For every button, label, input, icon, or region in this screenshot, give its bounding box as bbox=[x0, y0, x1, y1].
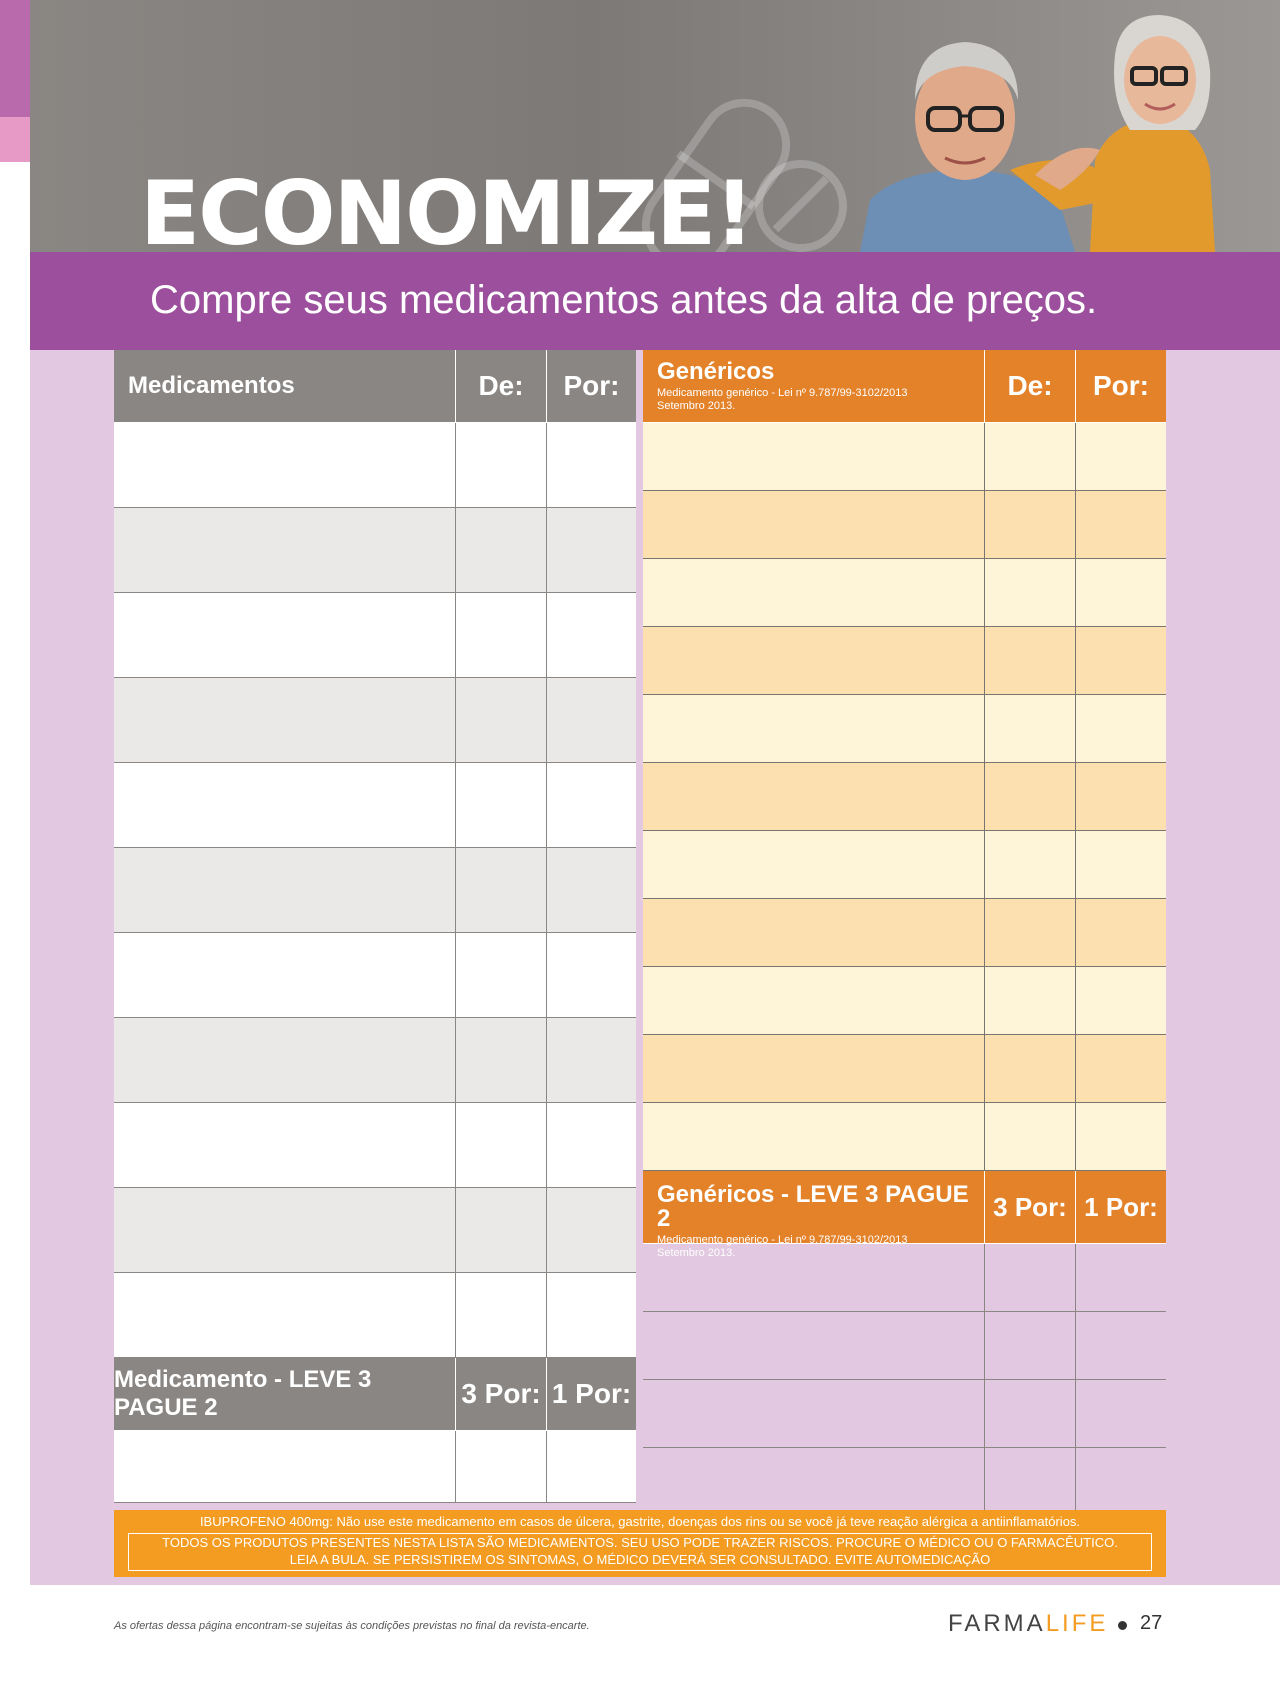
table-row bbox=[643, 1448, 1166, 1516]
col-header-por: Por: bbox=[1076, 350, 1166, 423]
genericos-leve3-law-note: Medicamento genérico - Lei nº 9.787/99-3102/2013 bbox=[657, 1234, 908, 1246]
table-row bbox=[114, 848, 636, 933]
genericos-leve3-date-note: Setembro 2013. bbox=[657, 1247, 736, 1260]
medicamentos-header-row bbox=[114, 350, 636, 423]
bullet-dot bbox=[1118, 1621, 1127, 1630]
table-row bbox=[643, 627, 1166, 695]
table-row bbox=[114, 423, 636, 508]
table-row bbox=[643, 899, 1166, 967]
hero-subtitle: Compre seus medicamentos antes da alta de preços. bbox=[150, 278, 1098, 322]
medication-disclaimer bbox=[128, 1533, 1152, 1571]
col-header-por: Por: bbox=[547, 350, 636, 423]
table-row bbox=[643, 967, 1166, 1035]
table-row bbox=[114, 678, 636, 763]
table-row bbox=[643, 491, 1166, 559]
table-row bbox=[114, 933, 636, 1018]
warning-box bbox=[114, 1510, 1166, 1577]
genericos-leve3-title-cell bbox=[643, 1171, 985, 1260]
table-row bbox=[114, 1018, 636, 1103]
accent-bar-pink bbox=[0, 117, 30, 162]
accent-bar-top bbox=[0, 0, 30, 117]
genericos-table bbox=[643, 350, 1166, 1516]
table-row bbox=[643, 695, 1166, 763]
page-number: 27 bbox=[1140, 1612, 1163, 1634]
table-row bbox=[114, 763, 636, 848]
table-row bbox=[643, 763, 1166, 831]
genericos-date-note: Setembro 2013. bbox=[657, 400, 736, 413]
offers-footnote: As ofertas dessa página encontram-se sujeitas às condições previstas no final da revista-encarte. bbox=[114, 1620, 590, 1632]
table-row bbox=[643, 831, 1166, 899]
logo-life: LIFE bbox=[1045, 1610, 1109, 1637]
table-row bbox=[643, 1312, 1166, 1380]
leve3-title: Medicamento - LEVE 3 PAGUE 2 bbox=[114, 1358, 456, 1431]
genericos-leve3-title: Genéricos - LEVE 3 PAGUE 2 bbox=[657, 1181, 969, 1232]
senior-couple-photo bbox=[860, 0, 1280, 252]
table-row bbox=[114, 1103, 636, 1188]
disclaimer-line-1: TODOS OS PRODUTOS PRESENTES NESTA LISTA SÃO MEDICAMENTOS. SEU USO PODE TRAZER RISCOS. PROCURE O MÉDICO OU O FARMACÊUTICO. bbox=[162, 1534, 1118, 1550]
col-header-1por: 1 Por: bbox=[547, 1358, 636, 1431]
genericos-title: Genéricos bbox=[657, 358, 775, 385]
subtitle-band bbox=[30, 252, 1280, 350]
table-row bbox=[114, 508, 636, 593]
table-row bbox=[114, 1273, 636, 1358]
medicamentos-table bbox=[114, 350, 636, 1503]
table-row bbox=[114, 593, 636, 678]
table-row bbox=[643, 1380, 1166, 1448]
leve3-header-row bbox=[114, 1358, 636, 1431]
table-row bbox=[643, 559, 1166, 627]
col-header-de: De: bbox=[456, 350, 547, 423]
logo-farma: FARMA bbox=[948, 1610, 1046, 1637]
table-row bbox=[114, 1431, 636, 1503]
col-header-3por: 3 Por: bbox=[985, 1171, 1076, 1244]
col-header-medicamentos: Medicamentos bbox=[114, 350, 456, 423]
genericos-header-row bbox=[643, 350, 1166, 423]
col-header-genericos bbox=[643, 350, 985, 423]
farmalife-logo bbox=[948, 1610, 1108, 1638]
col-header-1por: 1 Por: bbox=[1076, 1171, 1166, 1244]
hero-banner bbox=[30, 0, 1280, 252]
hero-title: ECONOMIZE! bbox=[140, 162, 753, 252]
disclaimer-line-2: LEIA A BULA. SE PERSISTIREM OS SINTOMAS, O MÉDICO DEVERÁ SER CONSULTADO. EVITE AUTOMEDICAÇÃO bbox=[289, 1551, 991, 1567]
table-row bbox=[643, 1035, 1166, 1103]
col-header-3por: 3 Por: bbox=[456, 1358, 547, 1431]
table-row bbox=[114, 1188, 636, 1273]
genericos-leve3-header-row bbox=[643, 1171, 1166, 1260]
table-row bbox=[643, 1103, 1166, 1171]
table-row bbox=[643, 423, 1166, 491]
table-row bbox=[643, 1244, 1166, 1312]
ibuprofeno-warning: IBUPROFENO 400mg: Não use este medicamento em casos de úlcera, gastrite, doenças dos rins ou se você já teve reação alérgica a antiinflamatórios. bbox=[199, 1514, 1081, 1529]
col-header-de: De: bbox=[985, 350, 1076, 423]
genericos-law-note: Medicamento genérico - Lei nº 9.787/99-3102/2013 bbox=[657, 387, 908, 399]
